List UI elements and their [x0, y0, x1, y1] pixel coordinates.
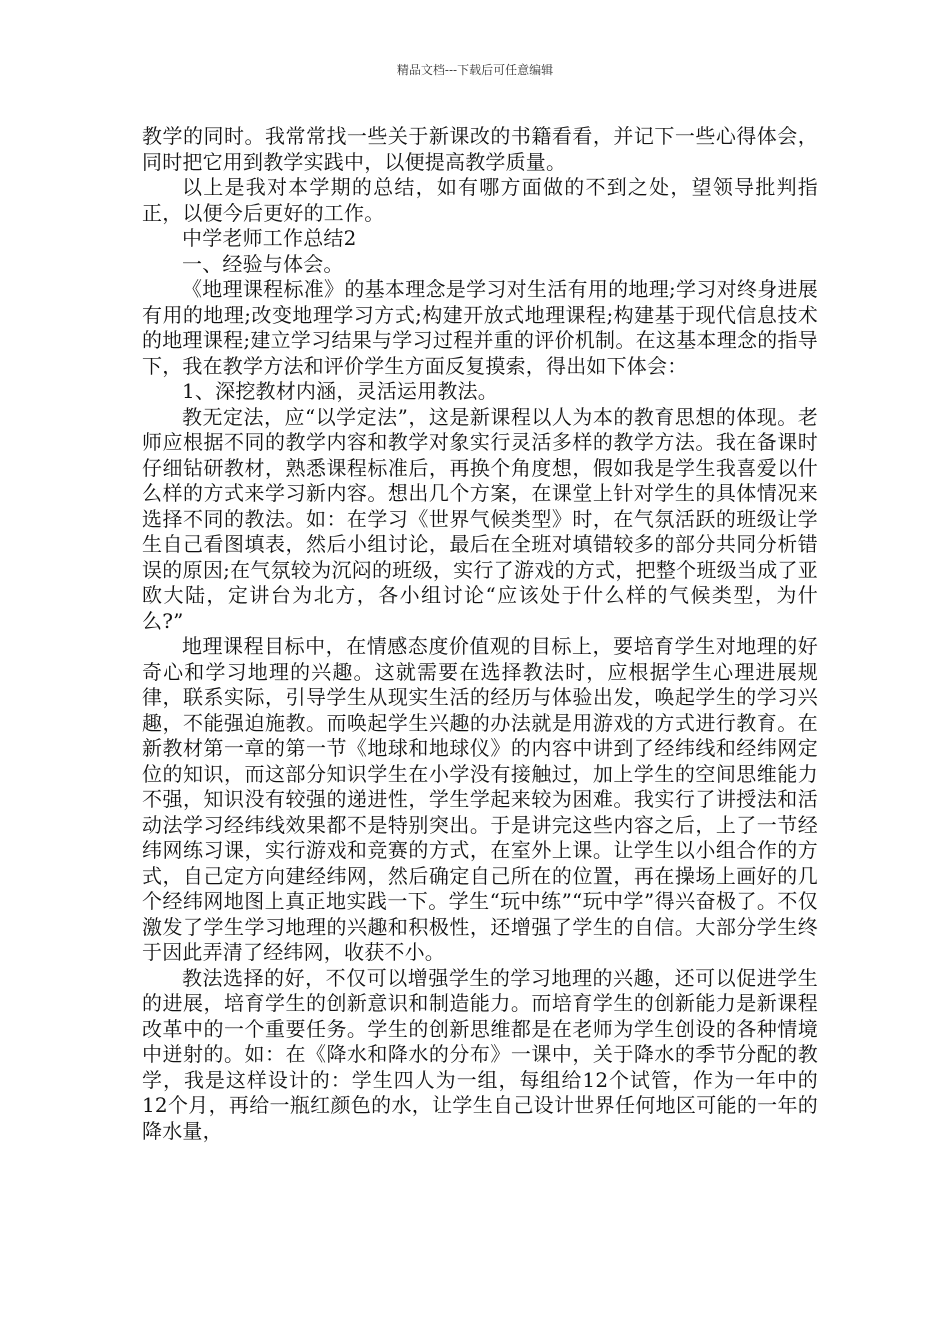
- document-body: [142, 124, 818, 1144]
- paragraph: 地理课程目标中，在情感态度价值观的目标上，要培育学生对地理的好奇心和学习地理的兴趣。这就需要在选择教法时，应根据学生心理进展规律，联系实际，引导学生从现实生活的经历与体验出发，唤起学生的学习兴趣，不能强迫施教。而唤起学生兴趣的办法就是用游戏的方式进行教育。在新教材第一章的第一节《地球和地球仪》的内容中讲到了经纬线和经纬网定位的知识，而这部分知识学生在小学没有接触过，加上学生的空间思维能力不强，知识没有较强的递进性，学生学起来较为困难。我实行了讲授法和活动法学习经纬线效果都不是特别突出。于是讲完这些内容之后，上了一节经纬网练习课，实行游戏和竞赛的方式，在室外上课。让学生以小组合作的方式，自己定方向建经纬网，然后确定自己所在的位置，再在操场上画好的几个经纬网地图上真正地实践一下。学生“玩中练”“玩中学”得兴奋极了。不仅激发了学生学习地理的兴趣和积极性，还增强了学生的自信。大部分学生终于因此弄清了经纬网，收获不小。: [142, 634, 818, 964]
- paragraph: 《地理课程标准》的基本理念是学习对生活有用的地理;学习对终身进展有用的地理;改变地理学习方式;构建开放式地理课程;构建基于现代信息技术的地理课程;建立学习结果与学习过程并重的评价机制。在这基本理念的指导下，我在教学方法和评价学生方面反复摸索，得出如下体会：: [142, 277, 818, 378]
- paragraph: 教无定法，应“以学定法”，这是新课程以人为本的教育思想的体现。老师应根据不同的教学内容和教学对象实行灵活多样的教学方法。我在备课时仔细钻研教材，熟悉课程标准后，再换个角度想，假如我是学生我喜爱以什么样的方式来学习新内容。想出几个方案，在课堂上针对学生的具体情况来选择不同的教法。如：在学习《世界气候类型》时，在气氛活跃的班级让学生自己看图填表，然后小组讨论，最后在全班对填错较多的部分共同分析错误的原因;在气氛较为沉闷的班级，实行了游戏的方式，把整个班级当成了亚欧大陆，定讲台为北方，各小组讨论“应该处于什么样的气候类型，为什么?”: [142, 404, 818, 633]
- page-header: 精品文档---下载后可任意编辑: [396, 63, 554, 77]
- subsection-heading: 1、深挖教材内涵，灵活运用教法。: [182, 379, 498, 403]
- paragraph: 教法选择的好，不仅可以增强学生的学习地理的兴趣，还可以促进学生的进展，培育学生的创新意识和制造能力。而培育学生的创新能力是新课程改革中的一个重要任务。学生的创新思维都是在老师为学生创设的各种情境中迸射的。如：在《降水和降水的分布》一课中，关于降水的季节分配的教学，我是这样设计的：学生四人为一组，每组给12个试管，作为一年中的12个月，再给一瓶红颜色的水，让学生自己设计世界任何地区可能的一年的降水量，: [142, 965, 818, 1143]
- paragraph: 以上是我对本学期的总结，如有哪方面做的不到之处，望领导批判指正，以便今后更好的工作。: [142, 175, 818, 225]
- section-heading: 一、经验与体会。: [182, 251, 344, 276]
- section-title: 中学老师工作总结2: [182, 226, 357, 250]
- paragraph: 教学的同时。我常常找一些关于新课改的书籍看看，并记下一些心得体会，同时把它用到教学实践中，以便提高教学质量。: [142, 124, 818, 174]
